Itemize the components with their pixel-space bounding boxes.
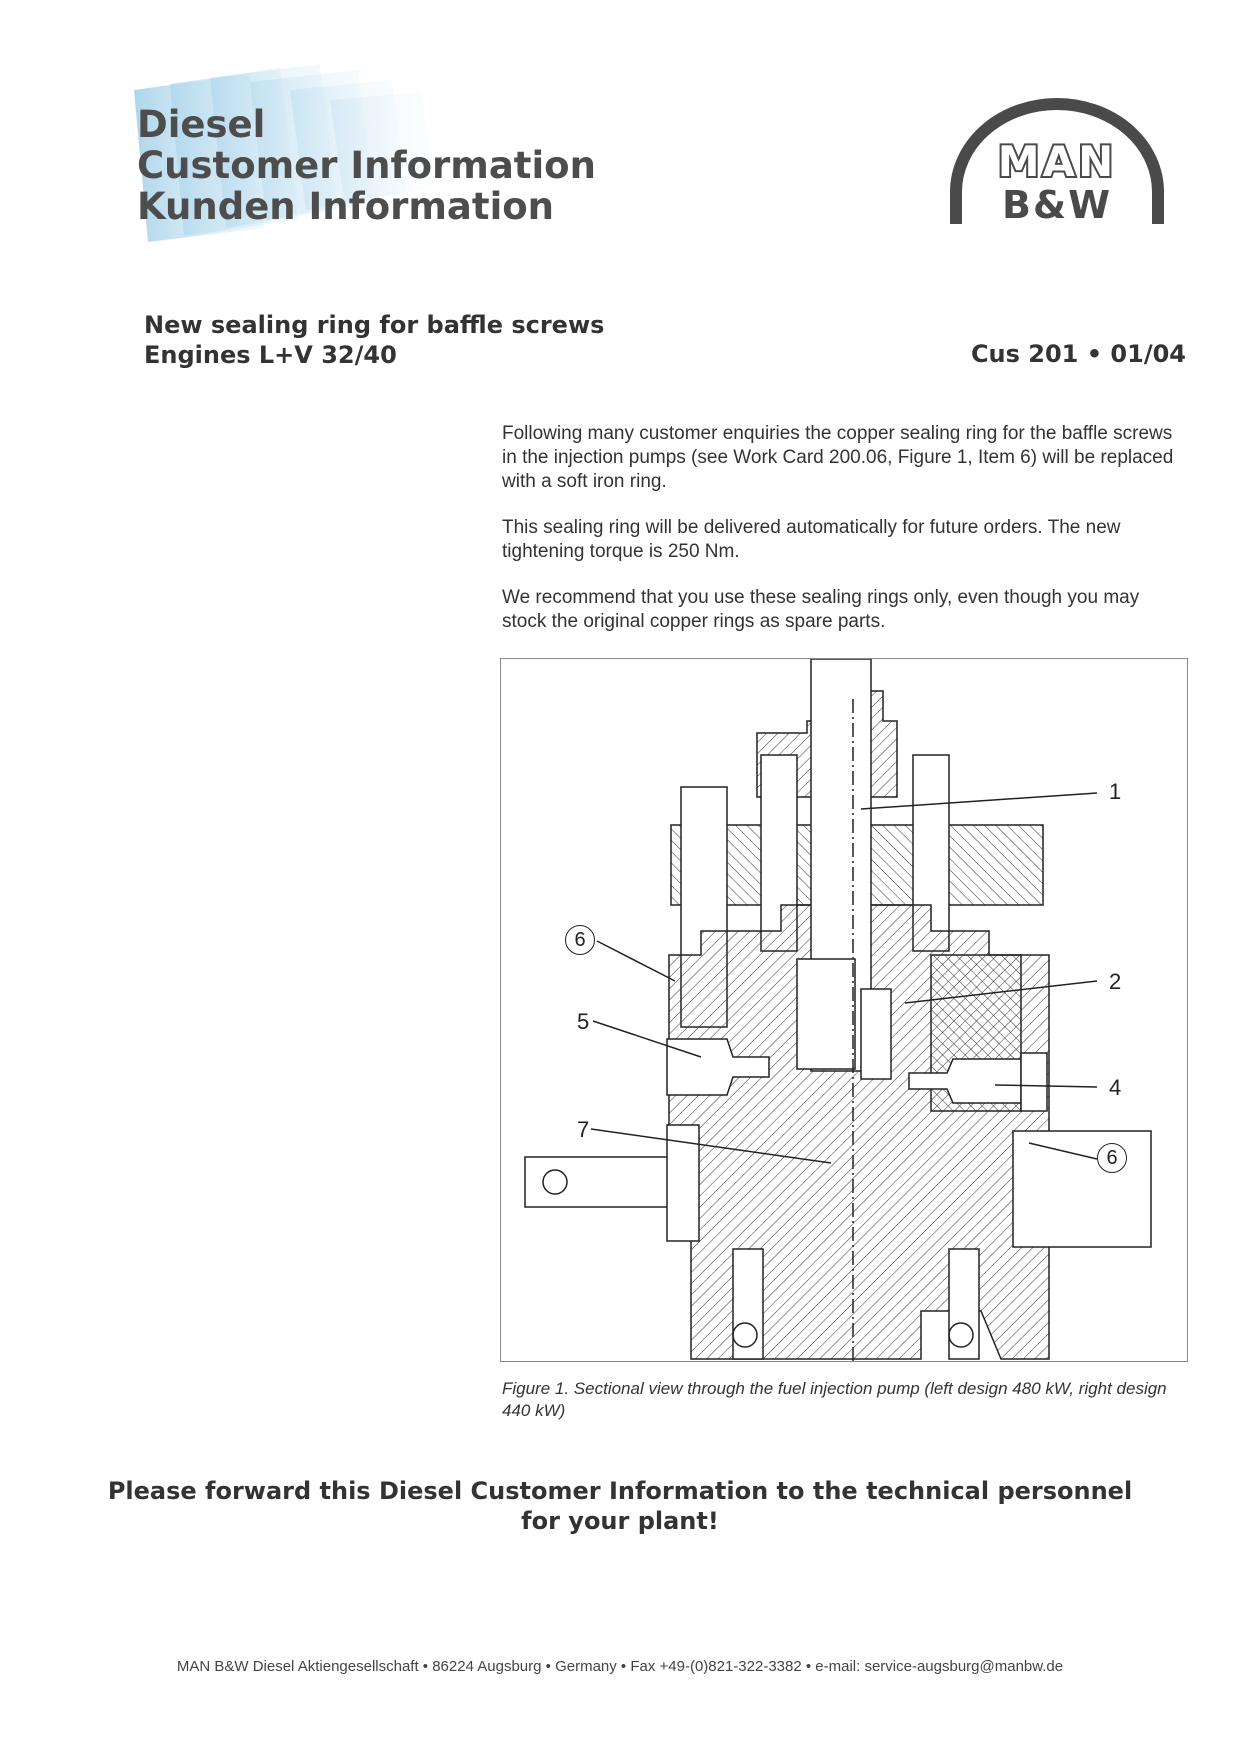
callout-1: 1 <box>1109 779 1122 804</box>
subject-line-2: Engines L+V 32/40 <box>144 341 397 369</box>
man-bw-logo <box>944 96 1170 228</box>
forward-notice-line-1: Please forward this Diesel Customer Information to the technical personnel <box>107 1477 1133 1505</box>
forward-notice-line-2: for your plant! <box>521 1507 719 1535</box>
header-title-line-2: Customer Information <box>137 144 596 187</box>
page-footer: MAN B&W Diesel Aktiengesellschaft • 86224 Augsburg • Germany • Fax +49-(0)821-322-3382 • e-mail: service-augsburg@manbw.de <box>176 1658 1064 1675</box>
callout-2: 2 <box>1109 969 1122 994</box>
header-title-line-3: Kunden Information <box>137 185 555 228</box>
header-title-line-1: Diesel <box>137 103 266 146</box>
callout-5: 5 <box>577 1009 590 1034</box>
document-reference: Cus 201 • 01/04 <box>970 340 1186 368</box>
body-paragraph-3: We recommend that you use these sealing rings only, even though you may stock the original copper rings as spare parts. <box>502 587 1140 632</box>
subject-heading <box>144 310 604 370</box>
callout-7: 7 <box>577 1117 590 1142</box>
pump-section-drawing <box>501 659 1187 1361</box>
callout-4: 4 <box>1109 1075 1122 1100</box>
subject-line-1: New sealing ring for baffle screws <box>144 311 605 339</box>
body-paragraph-2: This sealing ring will be delivered automatically for future orders. The new tightening torque is 250 Nm. <box>502 517 1121 562</box>
forward-notice <box>100 1476 1140 1536</box>
figure-caption: Figure 1. Sectional view through the fuel injection pump (left design 480 kW, right design 440 kW) <box>502 1379 1167 1420</box>
callout-6-right: 6 <box>1097 1143 1127 1173</box>
body-paragraph-1: Following many customer enquiries the copper sealing ring for the baffle screws in the injection pumps (see Work Card 200.06, Figure 1, Item 6) will be replaced with a soft iron ring. <box>502 423 1174 492</box>
figure-pump-section <box>500 658 1188 1362</box>
body-text <box>502 422 1182 656</box>
logo-text-bw: B&W <box>1001 183 1113 227</box>
logo-text-man: MAN <box>997 137 1117 186</box>
document-header-title <box>137 104 596 227</box>
callout-6-left: 6 <box>565 925 595 955</box>
